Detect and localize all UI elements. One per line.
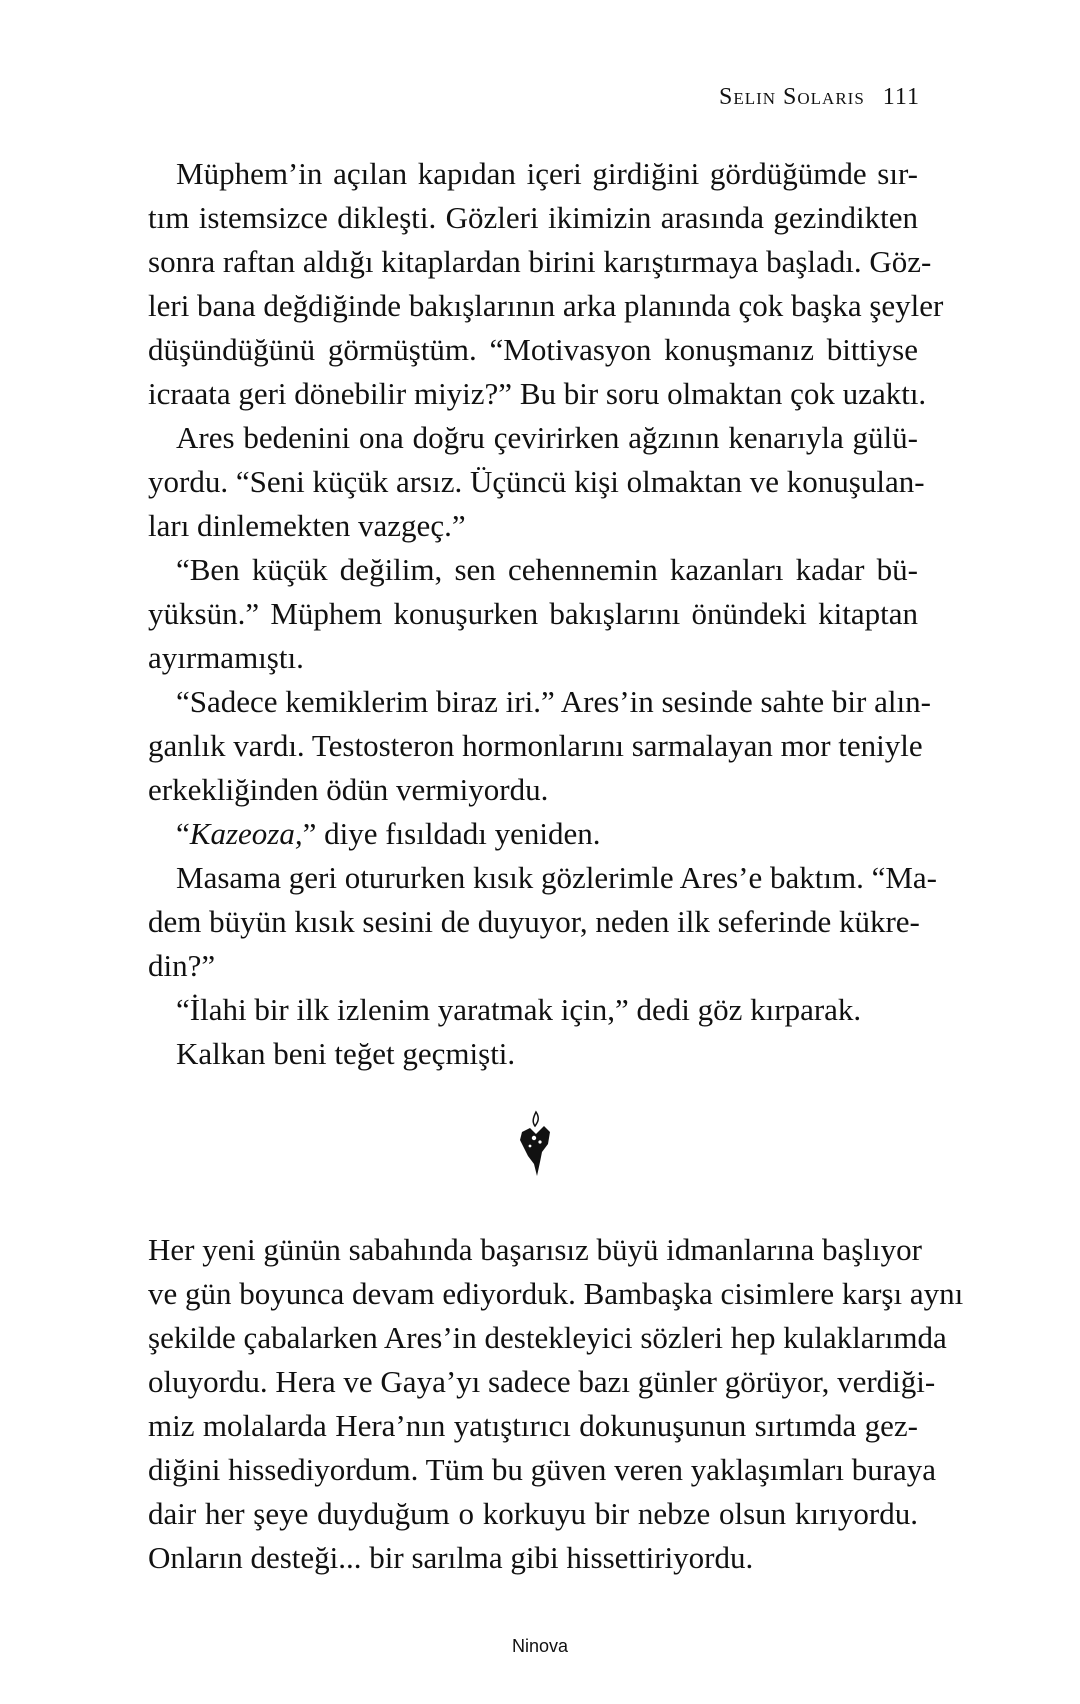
quote-rest: ” diye fısıldadı yeniden. [302,816,601,851]
text-line: diğini hissediyordum. Tüm bu güven veren yaklaşımları buraya [148,1452,937,1487]
text-line: ları dinlemekten vazgeç.” [148,508,466,543]
text-line: Her yeni günün sabahında başarısız büyü idmanlarına başlıyor [148,1232,922,1267]
quote-open: “ [176,816,190,851]
text-line: düşündüğünü görmüştüm. “Motivasyon konuşmanız bittiyse [148,332,918,367]
text-line: sonra raftan aldığı kitaplardan birini karıştırmaya başladı. Göz- [148,244,932,279]
text-line: yüksün.” Müphem konuşurken bakışlarını önündeki kitaptan [148,596,918,631]
text-line [176,812,918,856]
text-line: Müphem’in açılan kapıdan içeri girdiğini gördüğümde sır- [176,156,918,191]
text-line: Kalkan beni teğet geçmişti. [176,1036,516,1071]
text-line: oluyordu. Hera ve Gaya’yı sadece bazı günler görüyor, verdiği- [148,1364,936,1399]
text-line: din?” [148,948,216,983]
text-line: şekilde çabalarken Ares’in destekleyici sözleri hep kulaklarımda [148,1320,947,1355]
italic-word: Kazeoza, [189,816,303,851]
text-line: leri bana değdiğinde bakışlarının arka planında çok başka şeyler [148,288,944,323]
page-number: 111 [882,84,920,110]
text-line: ganlık vardı. Testosteron hormonlarını sarmalayan mor teniyle [148,728,923,763]
text-line: Masama geri otururken kısık gözlerimle Ares’e baktım. “Ma- [176,860,937,895]
section-2-text [148,1228,964,1580]
running-title: Selin Solaris [718,84,865,110]
text-line: “Ben küçük değilim, sen cehennemin kazanları kadar bü- [176,552,918,587]
text-line: dem büyün kısık sesini de duyuyor, neden ilk seferinde kükre- [148,904,920,939]
decorative-ornament-icon [516,1110,556,1180]
text-line: yordu. “Seni küçük arsız. Üçüncü kişi olmaktan ve konuşulan- [148,464,925,499]
text-line: Onların desteği... bir sarılma gibi hissettiriyordu. [148,1540,754,1575]
text-line: erkekliğinden ödün vermiyordu. [148,772,549,807]
publisher-footer: Ninova [511,1636,569,1656]
text-line: ve gün boyunca devam ediyorduk. Bambaşka cisimlere karşı aynı [148,1276,964,1311]
text-line: tım istemsizce dikleşti. Gözleri ikimizin arasında gezindikten [148,200,918,235]
text-line: “İlahi bir ilk izlenim yaratmak için,” dedi göz kırparak. [176,992,862,1027]
text-line: “Sadece kemiklerim biraz iri.” Ares’in sesinde sahte bir alın- [176,684,931,719]
text-line: icraata geri dönebilir miyiz?” Bu bir soru olmaktan çok uzaktı. [148,376,927,411]
text-line: dair her şeye duyduğum o korkuyu bir nebze olsun kırıyordu. [148,1496,918,1531]
text-line: miz molalarda Hera’nın yatıştırıcı dokunuşunun sırtımda gez- [148,1408,918,1443]
section-1-text [148,152,944,1076]
text-line: Ares bedenini ona doğru çevirirken ağzının kenarıyla gülü- [176,420,918,455]
running-header [719,84,920,111]
text-line: ayırmamıştı. [148,640,304,675]
